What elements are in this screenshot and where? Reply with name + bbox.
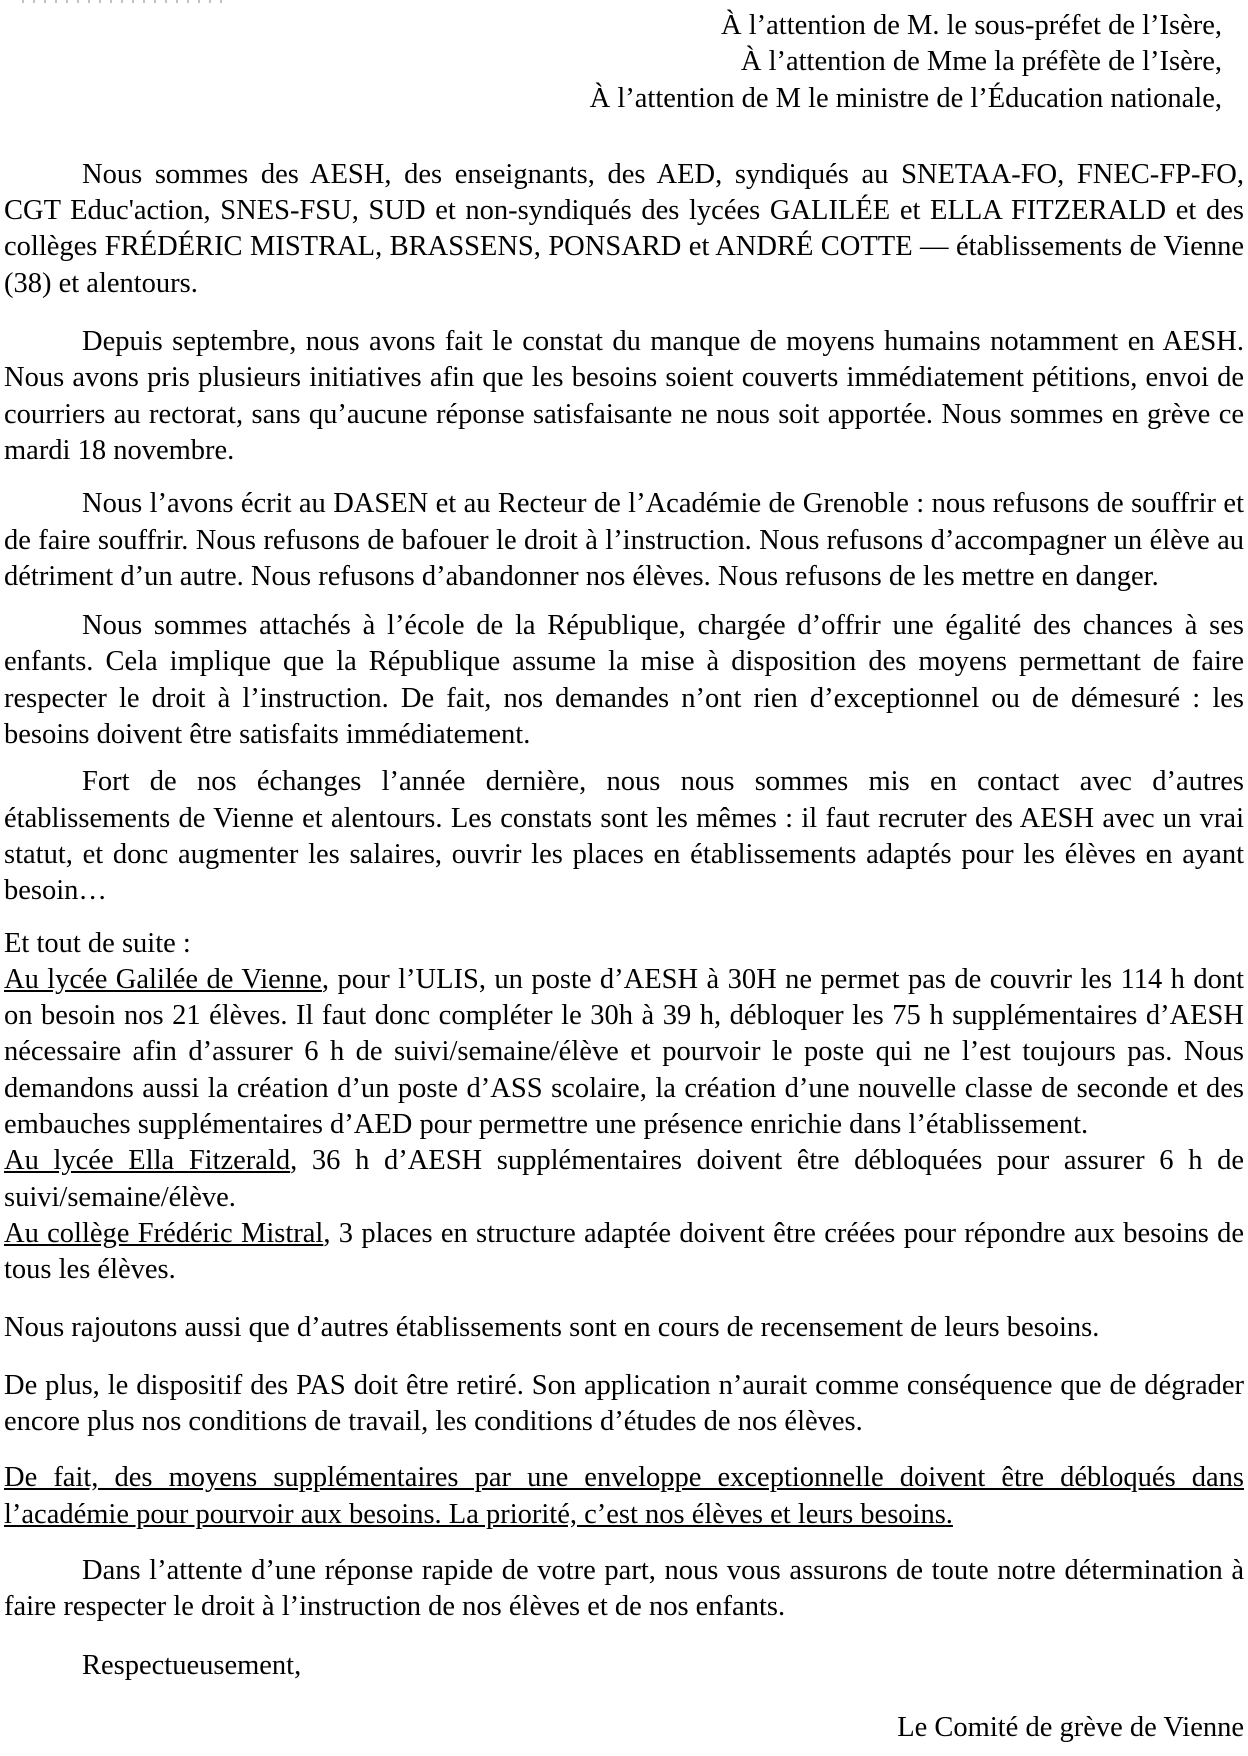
recipient-block <box>4 8 1244 117</box>
paragraph-refus: Nous l’avons écrit au DASEN et au Recteur de l’Académie de Grenoble : nous refusons de souffrir et de faire souffrir. Nous refusons de bafouer le droit à l’instruction. Nous refusons d’accompagner un élève au détriment d’un autre. Nous refusons d’abandonner nos élèves. Nous refusons de les mettre en danger. <box>4 488 1244 592</box>
paragraph-pas: De plus, le dispositif des PAS doit être retiré. Son application n’aurait comme conséquence que de dégrader encore plus nos conditions de travail, les conditions d’études de nos élèves. <box>4 1369 1244 1438</box>
paragraph-demande-mistral <box>4 1216 1244 1289</box>
paragraph-demande-galilee <box>4 962 1244 1143</box>
school-name-fitzerald: Au lycée Ella Fitzerald <box>4 1145 291 1177</box>
paragraph-enveloppe-exceptionnelle: De fait, des moyens supplémentaires par une enveloppe exceptionnelle doivent être débloqués dans l’académie pour pourvoir aux besoins. La priorité, c’est nos élèves et leurs besoins. <box>4 1462 1244 1530</box>
school-name-mistral: Au collège Frédéric Mistral <box>4 1217 324 1249</box>
paragraph-echanges: Fort de nos échanges l’année dernière, nous nous sommes mis en contact avec d’autres établissements de Vienne et alentours. Les constats sont les mêmes : il faut recruter des AESH avec un vrai statut, et donc augmenter les salaires, ouvrir les places en établissements adaptés pour les élèves en ayant besoin… <box>4 766 1244 907</box>
demande-fitzerald-text: , 36 h d’AESH supplémentaires doivent être débloquées pour assurer 6 h de suivi/semaine/élève. <box>4 1145 1245 1213</box>
paragraph-intro-demandes: Et tout de suite : <box>4 927 191 959</box>
demande-mistral-text: , 3 places en structure adaptée doivent être créées pour répondre aux besoins de tous les élèves. <box>4 1217 1244 1286</box>
closing-formula: Respectueusement, <box>82 1649 302 1681</box>
signature-line: Le Comité de grève de Vienne <box>897 1711 1244 1743</box>
cropped-text-fragment <box>22 0 228 3</box>
paragraph-presentation: Nous sommes des AESH, des enseignants, des AED, syndiqués au SNETAA-FO, FNEC-FP-FO, CGT Educ'action, SNES-FSU, SUD et non-syndiqués des lycées GALILÉE et ELLA FITZERALD et des collèges FRÉDÉRIC MISTRAL, BRASSENS, PONSARD et ANDRÉ COTTE — établissements de Vienne (38) et alentours. <box>4 158 1244 299</box>
recipient-line-ministre: À l’attention de M le ministre de l’Éducation nationale, <box>589 82 1222 114</box>
recipient-line-prefete: À l’attention de Mme la préfète de l’Isère, <box>740 46 1222 78</box>
paragraph-demande-fitzerald <box>4 1143 1244 1216</box>
paragraph-recensement: Nous rajoutons aussi que d’autres établissements sont en cours de recensement de leurs besoins. <box>4 1311 1100 1343</box>
demande-galilee-text: , pour l’ULIS, un poste d’AESH à 30H ne permet pas de couvrir les 114 h dont on besoin nos 21 élèves. Il faut donc compléter le 30h à 39 h, débloquer les 75 h supplémentaires d’AESH nécessaire afin d’assurer 6 h de suivi/semaine/élève et pourvoir le poste qui ne l’est toujours pas. Nous demandons aussi la création d’un poste d’ASS scolaire, la création d’une nouvelle classe de seconde et des embauches supplémentaires d’AED pour permettre une présence enrichie dans l’établissement. <box>4 963 1244 1141</box>
school-name-galilee: Au lycée Galilée de Vienne <box>4 963 322 995</box>
recipient-line-sous-prefet: À l’attention de M. le sous-préfet de l’Isère, <box>721 10 1222 41</box>
paragraph-republique: Nous sommes attachés à l’école de la République, chargée d’offrir une égalité des chances à ses enfants. Cela implique que la République assume la mise à disposition des moyens permettant de faire respecter le droit à l’instruction. De fait, nos demandes n’ont rien d’exceptionnel ou de démesuré : les besoins doivent être satisfaits immédiatement. <box>4 610 1244 751</box>
paragraph-constat: Depuis septembre, nous avons fait le constat du manque de moyens humains notamment en AESH. Nous avons pris plusieurs initiatives afin que les besoins soient couverts immédiatement pétitions, envoi de courriers au rectorat, sans qu’aucune réponse satisfaisante ne nous soit apportée. Nous sommes en grève ce mardi 18 novembre. <box>4 326 1244 466</box>
paragraph-attente-reponse: Dans l’attente d’une réponse rapide de votre part, nous vous assurons de toute notre détermination à faire respecter le droit à l’instruction de nos élèves et de nos enfants. <box>4 1554 1244 1623</box>
